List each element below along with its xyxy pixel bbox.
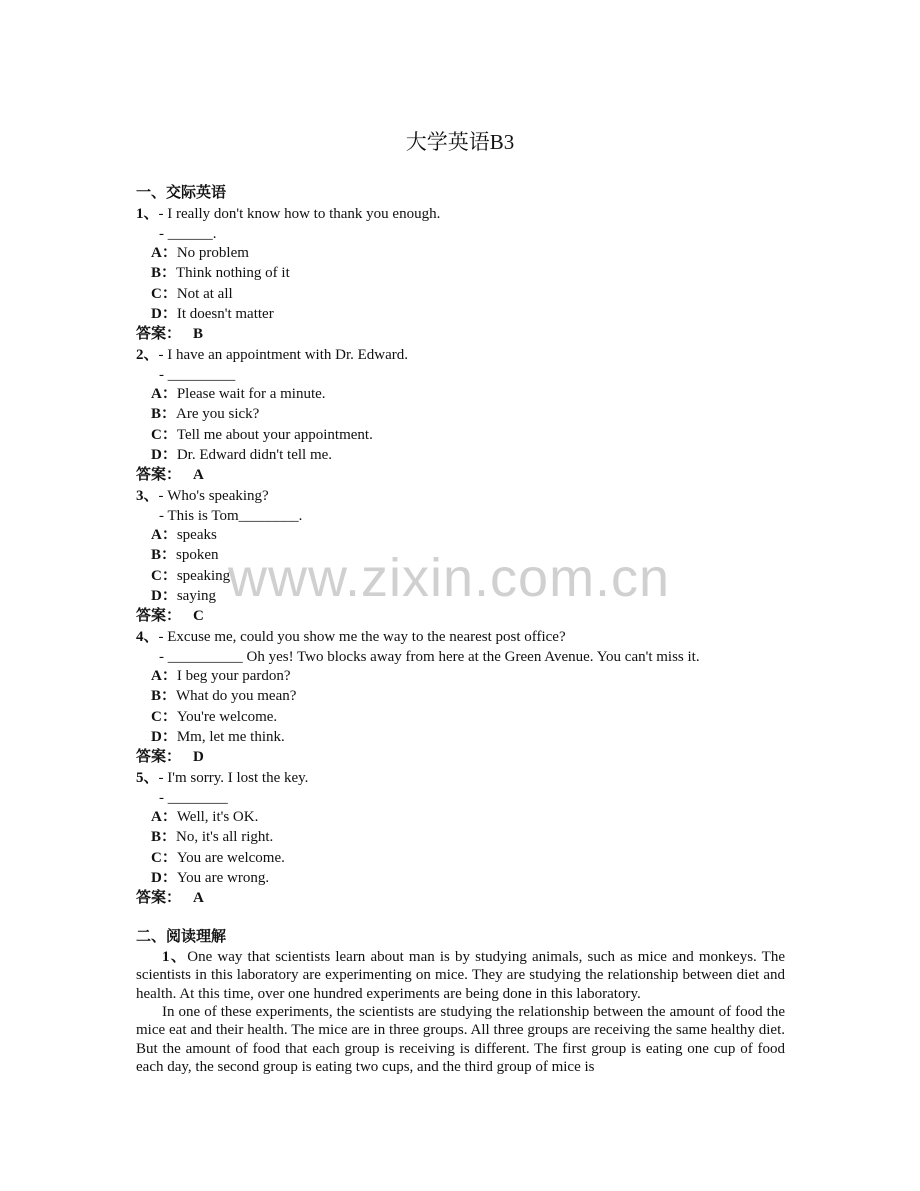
option-text: Not at all [176, 286, 233, 302]
option-a [151, 525, 217, 545]
question-separator: 、 [143, 488, 159, 504]
option-c [151, 707, 277, 727]
question-4 [136, 627, 566, 647]
option-text: It doesn't matter [176, 306, 274, 322]
option-text: spoken [176, 547, 219, 563]
option-d [151, 727, 285, 747]
answer-label: 答案： [136, 467, 182, 483]
option-a [151, 666, 291, 686]
question-number: 2 [136, 347, 144, 363]
option-text: Think nothing of it [176, 265, 290, 281]
option-b [151, 827, 273, 847]
question-separator: 、 [143, 770, 159, 786]
option-key: B： [151, 688, 177, 704]
question-prompt: - I have an appointment with Dr. Edward. [158, 347, 409, 363]
option-c [151, 566, 230, 586]
option-d [151, 304, 274, 324]
option-key: C： [151, 286, 177, 302]
answer-value: C [193, 608, 204, 624]
option-text: You're welcome. [176, 709, 278, 725]
answer-value: A [193, 467, 204, 483]
answer-line [136, 324, 203, 344]
option-text: No problem [176, 245, 249, 261]
option-key: A： [151, 809, 177, 825]
option-key: C： [151, 568, 177, 584]
question-response-line: - ________ [159, 790, 228, 806]
option-text: I beg your pardon? [176, 668, 291, 684]
option-a [151, 243, 249, 263]
option-key: D： [151, 729, 177, 745]
question-response-line: - ______. [159, 226, 217, 242]
option-text: saying [176, 588, 217, 604]
question-number: 3 [136, 488, 144, 504]
answer-label: 答案： [136, 608, 182, 624]
option-b [151, 404, 259, 424]
passage-number: 1、 [162, 949, 188, 965]
question-response-line: - __________ Oh yes! Two blocks away from here at the Green Avenue. You can't miss it. [159, 649, 700, 665]
option-text: What do you mean? [176, 688, 297, 704]
option-key: A： [151, 245, 177, 261]
answer-value: B [193, 326, 204, 342]
option-b [151, 263, 290, 283]
option-key: C： [151, 709, 177, 725]
option-key: A： [151, 386, 177, 402]
option-b [151, 686, 296, 706]
question-2 [136, 345, 408, 365]
question-prompt: - Who's speaking? [158, 488, 269, 504]
option-d [151, 586, 216, 606]
answer-value: D [193, 749, 204, 765]
question-prompt: - I really don't know how to thank you enough. [158, 206, 441, 222]
option-key: D： [151, 447, 177, 463]
answer-value: A [193, 890, 204, 906]
option-c [151, 848, 285, 868]
question-response-line: - _________ [159, 367, 236, 383]
answer-label: 答案： [136, 326, 182, 342]
question-prompt: - Excuse me, could you show me the way to the nearest post office? [158, 629, 566, 645]
option-text: speaks [176, 527, 217, 543]
option-c [151, 284, 233, 304]
option-key: D： [151, 588, 177, 604]
option-text: You are wrong. [176, 870, 270, 886]
document-title: 大学英语B3 [405, 130, 515, 154]
answer-line [136, 888, 204, 908]
question-response-line: - This is Tom________. [159, 508, 303, 524]
option-d [151, 445, 332, 465]
option-key: A： [151, 527, 177, 543]
question-separator: 、 [143, 629, 159, 645]
option-a [151, 807, 258, 827]
answer-line [136, 465, 204, 485]
option-c [151, 425, 373, 445]
option-key: A： [151, 668, 177, 684]
question-number: 1 [136, 206, 144, 222]
answer-label: 答案： [136, 749, 182, 765]
watermark-text: www.zixin.com.cn [228, 548, 671, 608]
question-separator: 、 [143, 347, 159, 363]
question-separator: 、 [143, 206, 159, 222]
question-prompt: - I'm sorry. I lost the key. [158, 770, 309, 786]
answer-line [136, 747, 204, 767]
answer-label: 答案： [136, 890, 182, 906]
option-text: speaking [176, 568, 231, 584]
paragraph-text: One way that scientists learn about man is by studying animals, such as mice and monkeys. The scientists in this laboratory are experimenting on mice. They are studying the relationship between diet and health. At this time, over one hundred experiments are being done in this laboratory. [136, 949, 785, 1002]
section-heading-reading: 二、阅读理解 [136, 929, 227, 945]
option-key: D： [151, 306, 177, 322]
question-number: 5 [136, 770, 144, 786]
option-text: Mm, let me think. [176, 729, 285, 745]
option-text: Please wait for a minute. [176, 386, 326, 402]
option-text: No, it's all right. [176, 829, 274, 845]
question-3 [136, 486, 269, 506]
option-text: Well, it's OK. [176, 809, 259, 825]
option-b [151, 545, 219, 565]
option-a [151, 384, 326, 404]
option-key: D： [151, 870, 177, 886]
answer-line [136, 606, 204, 626]
option-key: B： [151, 547, 177, 563]
question-number: 4 [136, 629, 144, 645]
option-key: B： [151, 265, 177, 281]
option-key: B： [151, 406, 177, 422]
option-key: C： [151, 850, 177, 866]
option-d [151, 868, 269, 888]
option-key: C： [151, 427, 177, 443]
option-text: Are you sick? [176, 406, 260, 422]
section-heading-communication: 一、交际英语 [136, 185, 227, 201]
option-text: You are welcome. [176, 850, 285, 866]
reading-paragraph-1 [136, 948, 785, 1003]
option-key: B： [151, 829, 177, 845]
reading-paragraph-2: In one of these experiments, the scientists are studying the relationship between the amount of food the mice eat and their health. The mice are in three groups. All three groups are receiving the same healthy diet. But the amount of food that each group is receiving is different. The first group is eating one cup of food each day, the second group is eating two cups, and the third group of mice is [136, 1004, 785, 1075]
option-text: Tell me about your appointment. [176, 427, 373, 443]
question-5 [136, 768, 308, 788]
question-1 [136, 204, 440, 224]
option-text: Dr. Edward didn't tell me. [176, 447, 333, 463]
